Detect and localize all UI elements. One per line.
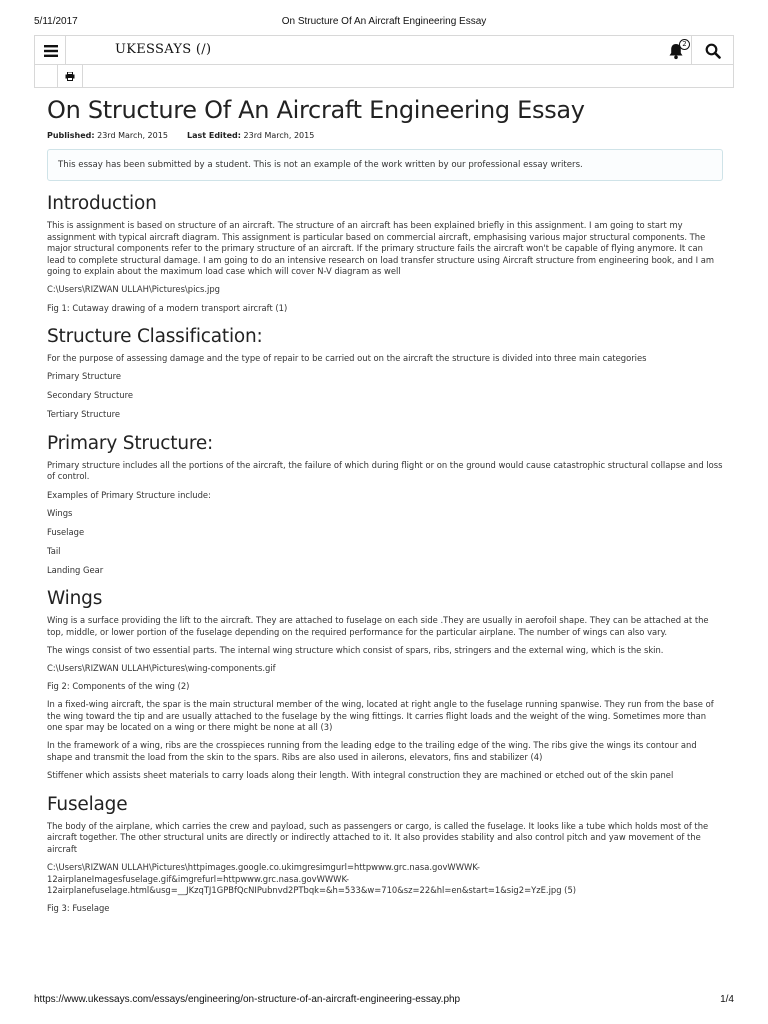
list-item: Fuselage [47, 526, 85, 537]
article-toolbar [34, 64, 734, 88]
print-icon [65, 72, 75, 81]
section-heading: Wings [47, 588, 103, 610]
site-logo-link[interactable]: UKESSAYS (/) [115, 42, 212, 57]
paragraph: The body of the airplane, which carries the crew and payload, such as passengers or cargo, is called the fuselage. It looks like a tube which holds most of the aircraft together. The other structural units are directly or indirectly attached to it. It also provides stability and also control pitch and yaw movement of the aircraft [47, 820, 709, 854]
print-title: On Structure Of An Aircraft Engineering Essay [281, 16, 487, 27]
top-nav [34, 35, 734, 64]
page-title: On Structure Of An Aircraft Engineering Essay [47, 96, 585, 124]
paragraph: Stiffener which assists sheet materials to carry loads along their length. With integral construction they are machined or etched out of the skin panel [47, 770, 674, 781]
list-item: Landing Gear [47, 564, 104, 575]
search-button[interactable] [703, 41, 723, 61]
paragraph: For the purpose of assessing damage and the type of repair to be carried out on the aircraft the structure is divided into three main categories [47, 353, 647, 364]
image-path: C:\Users\RIZWAN ULLAH\Pictures\wing-components.gif [47, 662, 276, 673]
figure-caption: Fig 2: Components of the wing (2) [47, 681, 190, 692]
hamburger-icon [44, 45, 58, 57]
list-item: Tertiary Structure [47, 409, 121, 420]
image-path: C:\Users\RIZWAN ULLAH\Pictures\httpimages.google.co.ukimgresimgurl=httpwww.grc.nasa.govWWWK-12airplaneImagesfuselage.gif&imgrefurl=httpwww.grc.nasa.govWWWK-12airplanefuselage.html&usg=__JKzqTJ1GPBfQcNIPubnvd2PTbqk=&h=533&w=710&sz=22&hl=en&start=1&sig2=YzE.jpg (5) [47, 861, 577, 896]
print-button[interactable] [57, 65, 83, 87]
menu-button[interactable] [41, 42, 61, 59]
list-item: Tail [47, 545, 61, 556]
article-meta [47, 131, 723, 140]
print-date: 5/11/2017 [34, 16, 78, 27]
edited-date: 23rd March, 2015 [243, 131, 315, 140]
paragraph: In a fixed-wing aircraft, the spar is the main structural member of the wing, located at right angle to the fuselage running spanwise. They run from the base of the wing toward the tip and are usually attached to the fuselage by the wing fittings. It carries flight loads and the weight of the wing. Sometimes more than one spar may be located on a wing or there might be none at all (3) [47, 699, 714, 733]
paragraph: This is assignment is based on structure of an aircraft. The structure of an aircraft has been explained briefly in this assignment. I am going to start my assignment with typical aircraft diagram. This assignment is particular based on commercial aircraft, emphasising various major structural components. The major structural components refer to the primary structure of an aircraft. If the primary structure fails the aircraft won't be capable of flying anymore. It can lead to complete structural damage. I am going to do an intensive research on load transfer structure using Aircraft structure from engineering book, and I am going to explain about the maximum load case which will cover N-V diagram as well [47, 220, 715, 277]
list-item: Primary Structure [47, 371, 121, 382]
page-counter: 1/4 [720, 994, 734, 1005]
search-icon [705, 43, 721, 59]
list-item: Secondary Structure [47, 390, 133, 401]
section-heading: Structure Classification: [47, 326, 263, 348]
figure-caption: Fig 3: Fuselage [47, 903, 110, 914]
nav-divider [691, 36, 692, 64]
section-heading: Introduction [47, 193, 157, 214]
section-heading: Fuselage [47, 793, 128, 815]
paragraph: Wing is a surface providing the lift to the aircraft. They are attached to fuselage on each side .They are usually in aerofoil shape. They can be attached at the top, middle, or lower portion of the fuselage depending on the required performance for the particular airplane. The number of wings can also vary. [47, 615, 709, 637]
paragraph: Primary structure includes all the portions of the aircraft, the failure of which during flight or on the ground would cause catastrophic structural collapse and loss of control. [47, 459, 723, 482]
student-notice: This essay has been submitted by a student. This is not an example of the work written by our professional essay writers. [47, 149, 723, 181]
nav-divider [65, 36, 66, 64]
print-url: https://www.ukessays.com/essays/engineering/on-structure-of-an-aircraft-engineering-essay.php [34, 994, 461, 1005]
print-header [34, 16, 734, 30]
published-date: 23rd March, 2015 [97, 131, 168, 140]
image-path: C:\Users\RIZWAN ULLAH\Pictures\pics.jpg [47, 284, 220, 295]
notification-badge: 2 [679, 39, 690, 50]
notifications-button[interactable] [667, 41, 687, 61]
section-heading: Primary Structure: [47, 432, 214, 454]
list-item: Wings [47, 507, 73, 518]
paragraph: The wings consist of two essential parts. The internal wing structure which consist of spars, ribs, stringers and the external wing, which is the skin. [47, 644, 664, 655]
published-label: Published: [47, 131, 95, 140]
figure-caption: Fig 1: Cutaway drawing of a modern transport aircraft (1) [47, 302, 288, 313]
paragraph: In the framework of a wing, ribs are the crosspieces running from the leading edge to the trailing edge of the wing. The ribs give the wings its contour and shape and transmit the load from the skin to the spars. Ribs are also used in ailerons, elevators, fins and stabilizer (4) [47, 740, 697, 762]
article [47, 92, 723, 921]
print-footer [34, 994, 734, 1008]
edited-label: Last Edited: [187, 131, 241, 140]
paragraph: Examples of Primary Structure include: [47, 489, 211, 500]
